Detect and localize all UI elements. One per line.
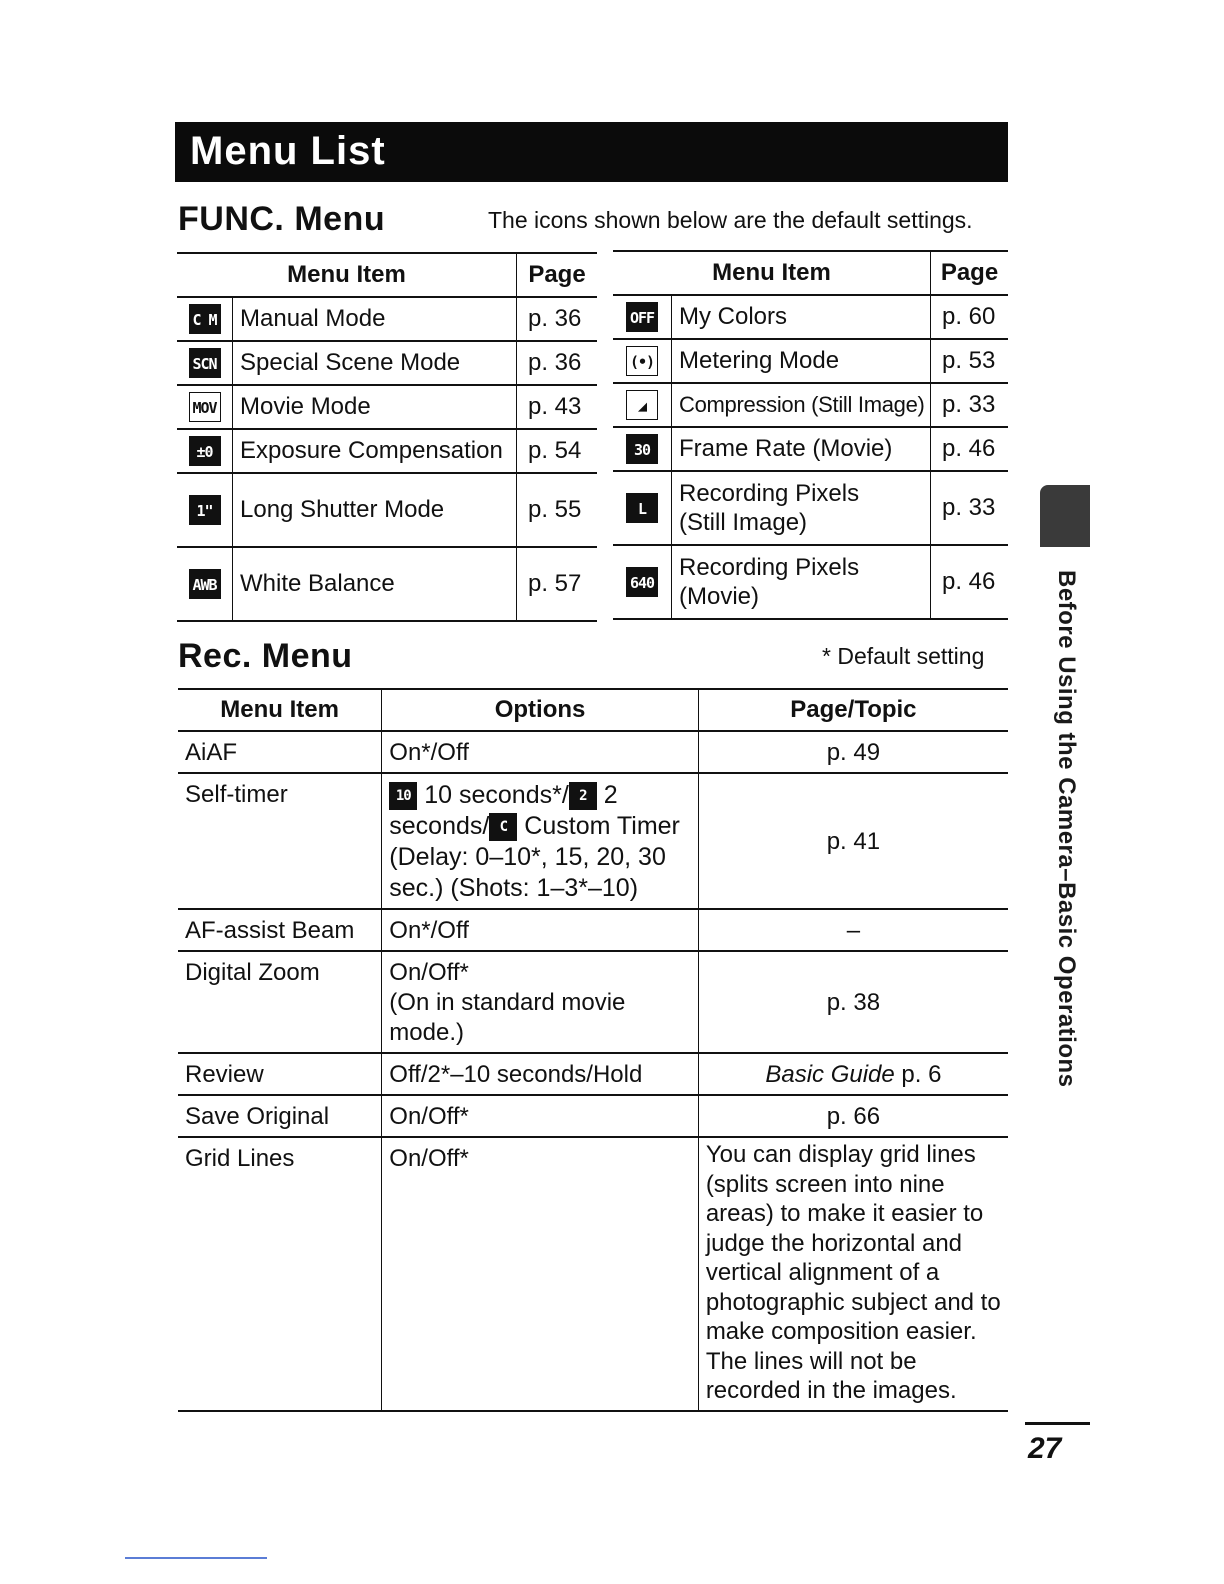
table-row [177, 341, 597, 385]
menu-item-cell: Self-timer [178, 773, 382, 909]
col-header-menu-item: Menu Item [613, 251, 931, 295]
page-number-rule [1025, 1422, 1090, 1425]
options-cell [382, 773, 699, 909]
option-line: On/Off* [389, 959, 469, 986]
manual-mode-icon: C M [189, 304, 221, 334]
page-cell: p. 41 [698, 773, 1008, 909]
menu-item-label: Manual Mode [233, 297, 517, 341]
menu-item-label: My Colors [672, 295, 931, 339]
special-scene-icon: SCN [189, 348, 221, 378]
options-cell: On*/Off [382, 909, 699, 951]
page-number: 27 [1028, 1432, 1062, 1465]
page-ref: p. 33 [931, 383, 1009, 427]
options-cell: On/Off* [382, 1137, 699, 1411]
col-header-menu-item: Menu Item [177, 253, 517, 297]
table-row [177, 385, 597, 429]
page-cell: – [698, 909, 1008, 951]
my-colors-icon: OFF [626, 302, 658, 332]
self-timer-2s-icon: 2 [569, 782, 597, 810]
menu-item-label [672, 471, 931, 545]
page-ref: p. 46 [931, 427, 1009, 471]
page-ref: p. 60 [931, 295, 1009, 339]
page-cell: p. 49 [698, 731, 1008, 773]
label-line: Recording Pixels [679, 480, 860, 507]
options-cell: On/Off* [382, 1095, 699, 1137]
chapter-side-title: Before Using the Camera–Basic Operations [1053, 570, 1080, 1088]
label-line: Recording Pixels [679, 554, 860, 581]
page-ref: p. 54 [517, 429, 598, 473]
menu-item-label [672, 545, 931, 619]
table-row [613, 427, 1008, 471]
menu-item-label: Long Shutter Mode [233, 473, 517, 547]
table-row [613, 383, 1008, 427]
table-row [177, 547, 597, 621]
menu-item-cell: Digital Zoom [178, 951, 382, 1053]
table-row [178, 951, 1008, 1053]
option-text: 2 seconds/ [389, 781, 618, 840]
options-cell: Off/2*–10 seconds/Hold [382, 1053, 699, 1095]
chapter-tab-marker [1040, 485, 1090, 547]
table-row [178, 909, 1008, 951]
table-row [177, 297, 597, 341]
table-row [613, 339, 1008, 383]
table-row [613, 471, 1008, 545]
table-row [178, 773, 1008, 909]
menu-item-cell: AiAF [178, 731, 382, 773]
menu-item-cell: Grid Lines [178, 1137, 382, 1411]
page-ref: p. 33 [931, 471, 1009, 545]
page-ref: p. 57 [517, 547, 598, 621]
rec-menu-table [178, 688, 1008, 1412]
default-setting-note: * Default setting [822, 643, 985, 669]
table-row [177, 473, 597, 547]
menu-item-label: Movie Mode [233, 385, 517, 429]
func-menu-title: FUNC. Menu [178, 200, 386, 238]
col-header-menu-item: Menu Item [178, 689, 382, 731]
page-ref: p. 46 [931, 545, 1009, 619]
option-text: Custom Timer (Delay: 0–10*, 15, 20, 30 sec.) (Shots: 1–3*–10) [389, 812, 680, 902]
menu-item-label: Compression (Still Image) [672, 383, 931, 427]
col-header-page: Page [931, 251, 1009, 295]
table-row [178, 1095, 1008, 1137]
menu-item-cell: Review [178, 1053, 382, 1095]
grid-lines-description: You can display grid lines (splits screen into nine areas) to make it easier to judge the horizontal and vertical alignment of a photographic subject and to make composition easier. The lines will not be recorded in the images. [698, 1137, 1008, 1411]
col-header-page: Page [517, 253, 598, 297]
page-cell [698, 1053, 1008, 1095]
menu-item-label: White Balance [233, 547, 517, 621]
options-cell: On*/Off [382, 731, 699, 773]
table-row [178, 731, 1008, 773]
page-ref: p. 55 [517, 473, 598, 547]
table-row [177, 429, 597, 473]
white-balance-icon: AWB [189, 569, 221, 599]
page-cell: p. 66 [698, 1095, 1008, 1137]
basic-guide-ref: Basic Guide [765, 1061, 895, 1088]
page-cell: p. 38 [698, 951, 1008, 1053]
menu-item-label: Metering Mode [672, 339, 931, 383]
menu-item-label: Frame Rate (Movie) [672, 427, 931, 471]
movie-mode-icon: MOV [189, 392, 221, 422]
page-ref: p. 6 [894, 1061, 942, 1088]
page-ref: p. 36 [517, 297, 598, 341]
func-menu-note: The icons shown below are the default settings. [488, 207, 973, 233]
metering-mode-icon: (•) [626, 346, 658, 376]
label-line: (Still Image) [679, 509, 808, 536]
func-menu-table-right [613, 250, 1008, 620]
page-ref: p. 36 [517, 341, 598, 385]
label-line: (Movie) [679, 583, 760, 610]
table-row [178, 1053, 1008, 1095]
compression-icon: ◢ [626, 390, 658, 420]
options-cell [382, 951, 699, 1053]
menu-item-cell: Save Original [178, 1095, 382, 1137]
footer-divider [125, 1557, 267, 1559]
table-row [613, 295, 1008, 339]
menu-item-label: Special Scene Mode [233, 341, 517, 385]
menu-item-cell: AF-assist Beam [178, 909, 382, 951]
recording-pixels-still-icon: L [626, 493, 658, 523]
rec-menu-title: Rec. Menu [178, 637, 353, 675]
col-header-options: Options [382, 689, 699, 731]
page-ref: p. 43 [517, 385, 598, 429]
long-shutter-icon: 1" [189, 495, 221, 525]
table-row [613, 545, 1008, 619]
custom-timer-icon: C [489, 813, 517, 841]
page-title-banner: Menu List [175, 122, 1008, 182]
menu-item-label: Exposure Compensation [233, 429, 517, 473]
table-row [178, 1137, 1008, 1411]
func-menu-table-left [177, 252, 597, 622]
self-timer-10s-icon: 10 [389, 782, 417, 810]
exposure-compensation-icon: ±0 [189, 436, 221, 466]
option-text: 10 seconds*/ [417, 781, 569, 809]
option-line: (On in standard movie mode.) [389, 989, 626, 1046]
recording-pixels-movie-icon: 640 [626, 567, 658, 597]
page-ref: p. 53 [931, 339, 1009, 383]
col-header-page-topic: Page/Topic [698, 689, 1008, 731]
frame-rate-icon: 30 [626, 434, 658, 464]
